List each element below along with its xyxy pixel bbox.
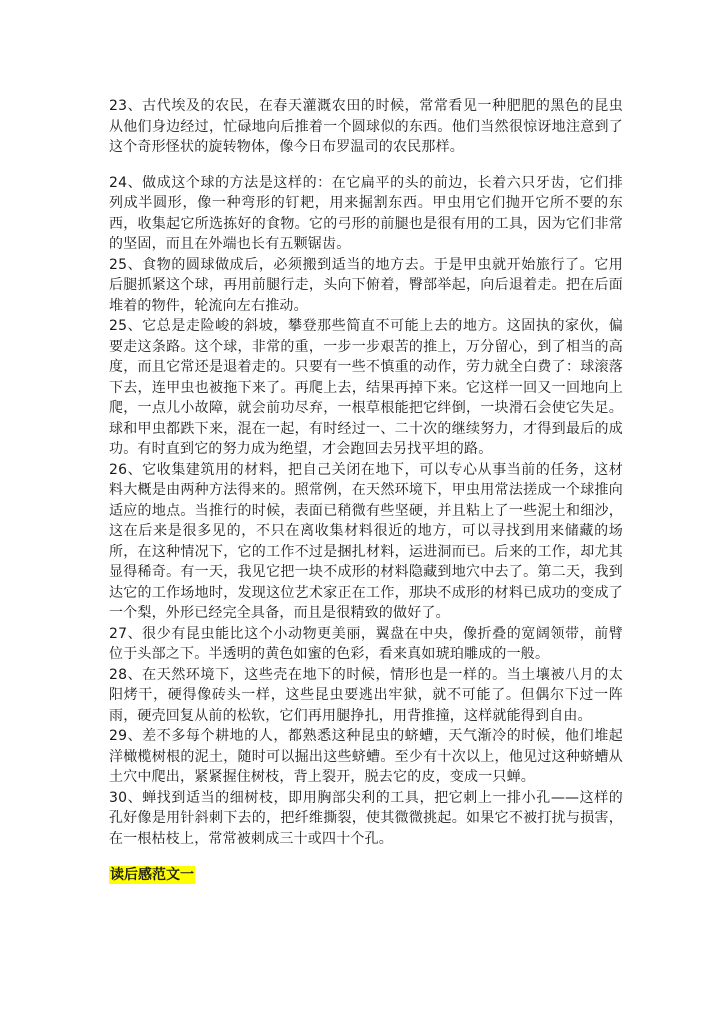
document-page xyxy=(109,96,623,884)
paragraph-29: 29、差不多每个耕地的人，都熟悉这种昆虫的蛴螬，天气渐冷的时候，他们堆起洋橄榄树根的泥土，随时可以掘出这些蛴螬。至少有十次以上，他见过这种蛴螬从土穴中爬出，紧紧握住树枝，背上裂开，脱去它的皮，变成一只蝉。 xyxy=(109,728,623,785)
paragraph-27: 27、很少有昆虫能比这个小动物更美丽，翼盘在中央，像折叠的宽阔领带，前臂位于头部之下。半透明的黄色如蜜的色彩，看来真如琥珀雕成的一般。 xyxy=(109,625,623,662)
paragraph-26: 26、它收集建筑用的材料，把自己关闭在地下，可以专心从事当前的任务，这材料大概是由两种方法得来的。照常例，在天然环境下，甲虫用常法搓成一个球推向适应的地点。当推行的时候，表面已稍微有些坚硬，并且粘上了一些泥土和细沙，这在后来是很多见的，不只在离收集材料很近的地方，可以寻找到用来储藏的场所，在这种情况下，它的工作不过是捆扎材料，运进洞而已。后来的工作，却尤其显得稀奇。有一天，我见它把一块不成形的材料隐藏到地穴中去了。第二天，我到达它的工作场地时，发现这位艺术家正在工作，那块不成形的材料已成功的变成了一个梨，外形已经完全具备，而且是很精致的做好了。 xyxy=(109,461,623,621)
paragraph-24: 24、做成这个球的方法是这样的：在它扁平的头的前边，长着六只牙齿，它们排列成半圆形，像一种弯形的钉耙，用来掘割东西。甲虫用它们抛开它所不要的东西，收集起它所选拣好的食物。它的弓形的前腿也是很有用的工具，因为它们非常的坚固，而且在外端也长有五颗锯齿。 xyxy=(109,174,623,252)
paragraph-23: 23、古代埃及的农民，在春天灌溉农田的时候，常常看见一种肥肥的黑色的昆虫从他们身边经过，忙碌地向后推着一个圆球似的东西。他们当然很惊讶地注意到了这个奇形怪状的旋转物体，像今日布罗温司的农民那样。 xyxy=(109,98,623,155)
paragraph-28: 28、在天然环境下，这些壳在地下的时候，情形也是一样的。当土壤被八月的太阳烤干，硬得像砖头一样，这些昆虫要逃出牢狱，就不可能了。但偶尔下过一阵雨，硬壳回复从前的松软，它们再用腿挣扎，用背推撞，这样就能得到自由。 xyxy=(109,666,623,724)
paragraph-25-second: 25、它总是走险峻的斜坡，攀登那些简直不可能上去的地方。这固执的家伙，偏要走这条路。这个球，非常的重，一步一步艰苦的推上，万分留心，到了相当的高度，而且它常还是退着走的。只要有一些不慎重的动作，劳力就全白费了：球滚落下去，连甲虫也被拖下来了。再爬上去，结果再掉下来。它这样一回又一回地向上爬，一点儿小故障，就会前功尽弃，一根草根能把它绊倒，一块滑石会使它失足。球和甲虫都跌下来，混在一起，有时经过一、二十次的继续努力，才得到最后的成功。有时直到它的努力成为绝望，才会跑回去另找平坦的路。 xyxy=(109,318,623,457)
section-heading-wrap xyxy=(109,864,623,884)
paragraph-spacer xyxy=(109,158,623,173)
paragraph-30: 30、蝉找到适当的细树枝，即用胸部尖利的工具，把它刺上一排小孔——这样的孔好像是用针斜刺下去的，把纤维撕裂，使其微微挑起。如果它不被打扰与损害，在一根枯枝上，常常被刺成三十或四十个孔。 xyxy=(109,789,623,847)
section-heading: 读后感范文一 xyxy=(110,867,194,883)
paragraph-25-first: 25、食物的圆球做成后，必须搬到适当的地方去。于是甲虫就开始旅行了。它用后腿抓紧这个球，再用前腿行走，头向下俯着，臀部举起，向后退着走。把在后面堆着的物件，轮流向左右推动。 xyxy=(109,256,623,314)
